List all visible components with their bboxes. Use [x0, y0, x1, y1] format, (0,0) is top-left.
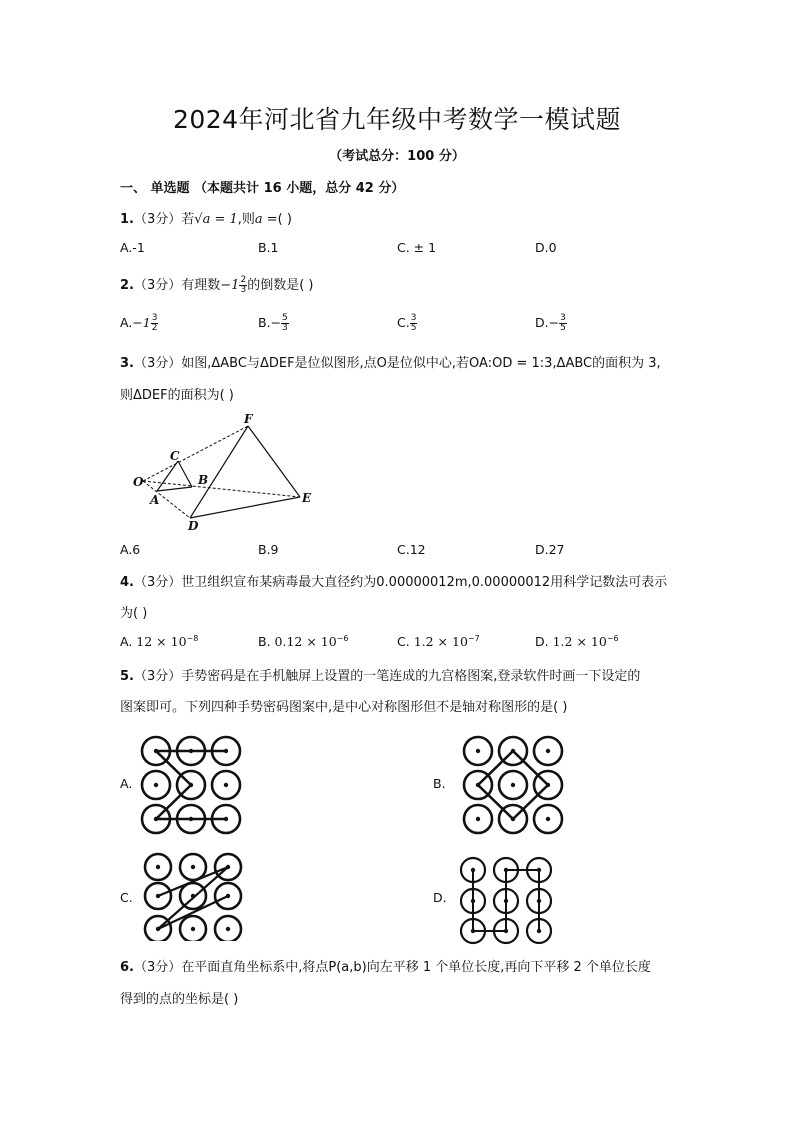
- grid-dot: [546, 749, 550, 753]
- option-d: D. $1.2 \times 10^{-6}$: [535, 634, 619, 650]
- fraction: $\frac{2}{3}$: [240, 275, 247, 295]
- question-number: 5.: [120, 669, 134, 684]
- question-text: 的倒数是( ): [247, 278, 314, 293]
- gesture-pattern-a: [138, 735, 248, 835]
- option-b: B.1: [258, 240, 279, 255]
- grid-dot: [191, 865, 195, 869]
- option-d: D.27: [535, 542, 565, 557]
- grid-dot: [226, 927, 230, 931]
- label-b: B: [198, 473, 209, 487]
- option-d: D.: [433, 890, 447, 905]
- question-5: [120, 665, 640, 684]
- question-text: 世卫组织宣布某病毒最大直径约为0.00000012m,0.00000012用科学记数法可表示: [181, 575, 668, 590]
- grid-dot: [546, 817, 550, 821]
- option-a: A.-1: [120, 240, 145, 255]
- question-score: （3分）: [133, 960, 182, 975]
- label-f: F: [244, 412, 253, 426]
- question-6-continued: 得到的点的坐标是( ): [120, 992, 239, 1007]
- option-b: B.: [433, 776, 446, 791]
- grid-dot: [224, 783, 228, 787]
- option-a: A. $12 \times 10^{-8}$: [120, 634, 199, 650]
- grid-dot: [156, 865, 160, 869]
- option-b: B.− $\frac{5}{3}$: [258, 313, 288, 333]
- question-text: 若: [181, 212, 195, 227]
- question-score: （3分）: [133, 278, 182, 293]
- question-text: 如图,ΔABC与ΔDEF是位似图形,点O是位似中心,若OA:OD = 1:3,ΔABC的面积为 3,: [181, 356, 661, 371]
- option-b: B. $0.12 \times 10^{-6}$: [258, 634, 349, 650]
- question-4: [120, 571, 667, 590]
- math-expression: −1: [220, 278, 240, 293]
- question-number: 3.: [120, 356, 134, 371]
- label-e: E: [302, 491, 312, 505]
- gesture-pattern-c: [140, 851, 250, 941]
- grid-dot: [154, 783, 158, 787]
- question-2: [120, 274, 313, 295]
- label-c: C: [170, 449, 180, 463]
- grid-dot: [476, 817, 480, 821]
- question-number: 6.: [120, 960, 134, 975]
- grid-dot: [511, 783, 515, 787]
- question-text: ( ): [277, 212, 292, 227]
- exam-title: 2024年河北省九年级中考数学一模试题: [172, 105, 622, 134]
- question-score: （3分）: [133, 575, 182, 590]
- option-b: B.9: [258, 542, 279, 557]
- question-6: [120, 956, 651, 975]
- option-c: C.12: [397, 542, 426, 557]
- question-text: 手势密码是在手机触屏上设置的一笔连成的九宫格图案,登录软件时画一下设定的: [181, 669, 641, 684]
- question-text: ,则: [237, 212, 255, 227]
- question-number: 4.: [120, 575, 134, 590]
- option-d: D.0: [535, 240, 557, 255]
- question-score: （3分）: [133, 212, 182, 227]
- label-o: O: [133, 475, 144, 489]
- question-number: 1.: [120, 212, 134, 227]
- option-d: D.− $\frac{3}{5}$: [535, 313, 566, 333]
- math-expression: √a = 1: [194, 212, 238, 227]
- question-score: （3分）: [133, 356, 182, 371]
- question-5-continued: 图案即可。下列四种手势密码图案中,是中心对称图形但不是轴对称图形的是( ): [120, 700, 568, 715]
- option-a: A.6: [120, 542, 141, 557]
- question-number: 2.: [120, 278, 134, 293]
- question-3-continued: 则ΔDEF的面积为( ): [120, 388, 234, 403]
- grid-dot: [476, 749, 480, 753]
- exam-subtitle: （考试总分：100 分）: [329, 149, 465, 164]
- question-3: [120, 352, 661, 371]
- math-expression: a =: [254, 212, 278, 227]
- label-a: A: [150, 493, 160, 507]
- question-text: 有理数: [181, 278, 221, 293]
- option-c: C. $1.2 \times 10^{-7}$: [397, 634, 480, 650]
- question-4-continued: 为( ): [120, 606, 148, 621]
- option-c: C. $\frac{3}{5}$: [397, 313, 417, 333]
- option-a: A.−1 $\frac{3}{2}$: [120, 313, 158, 333]
- gesture-pattern-b: [460, 735, 570, 835]
- question-score: （3分）: [133, 669, 182, 684]
- option-a: A.: [120, 776, 133, 791]
- option-c: C.: [120, 890, 133, 905]
- gesture-pattern-d: [458, 855, 568, 945]
- section-heading: 一、 单选题 （本题共计 16 小题，总分 42 分）: [120, 181, 405, 196]
- label-d: D: [188, 519, 199, 533]
- question-text: 在平面直角坐标系中,将点P(a,b)向左平移 1 个单位长度,再向下平移 2 个单位长度: [181, 960, 651, 975]
- grid-dot: [191, 927, 195, 931]
- question-1: [120, 208, 292, 227]
- option-c: C. ± 1: [397, 240, 437, 255]
- similar-triangles-figure: [130, 410, 325, 535]
